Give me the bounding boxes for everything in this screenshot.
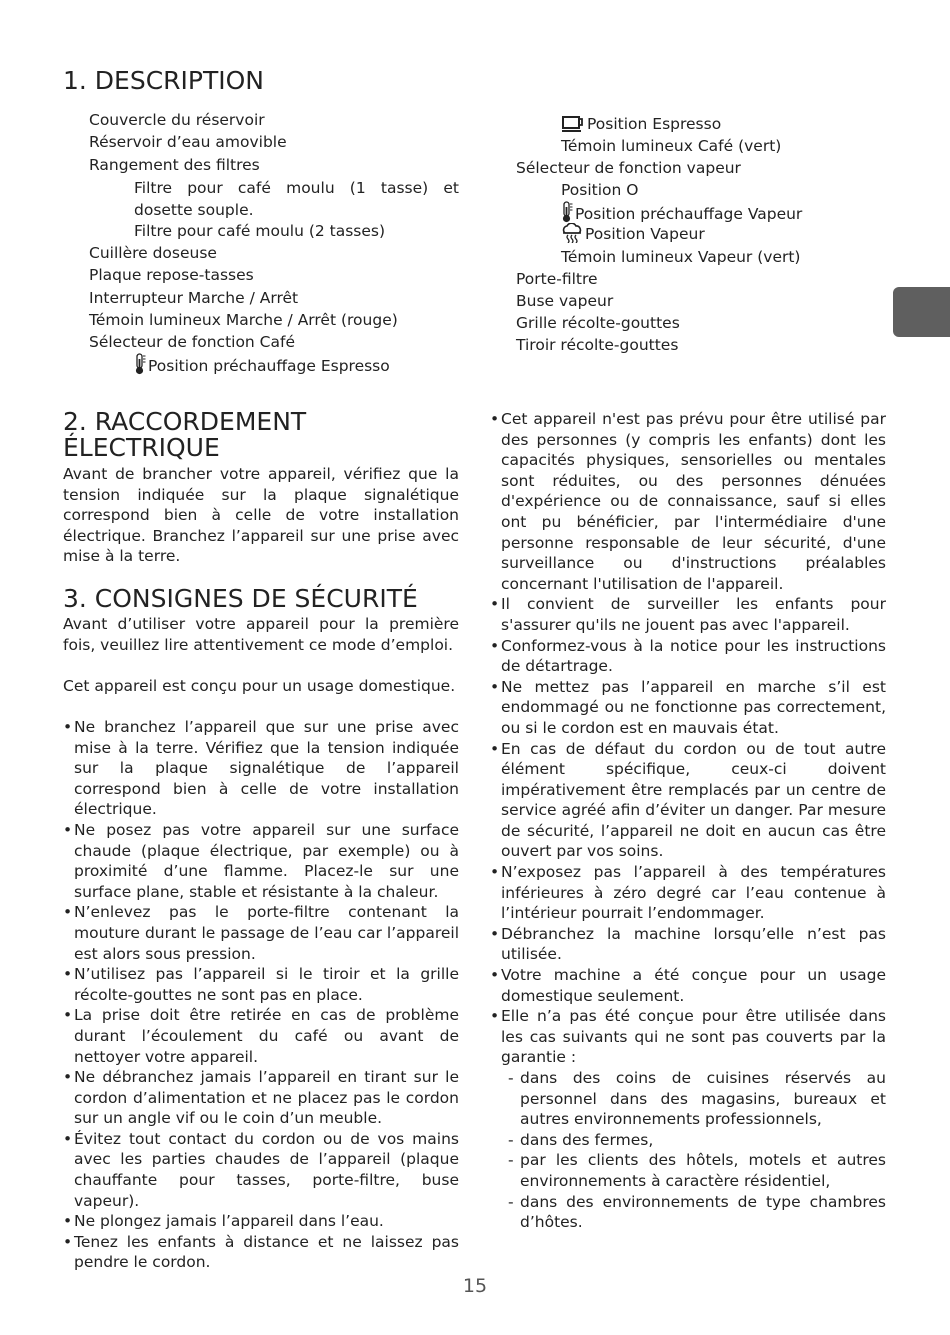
- list-item: • Débranchez la machine lorsqu’elle n’est pas utilisée.: [490, 924, 886, 965]
- list-item: • N’exposez pas l’appareil à des températures inférieures à zéro degré car l’eau contenue à l’intérieur pourrait l’endommager.: [490, 862, 886, 924]
- sub-list-item: - dans des coins de cuisines réservés au personnel dans des magasins, bureaux et autres environnements professionnels,: [501, 1068, 886, 1130]
- list-item: • Cet appareil n'est pas prévu pour être utilisé par des personnes (y compris les enfants) dont les capacités physiques, sensorielles ou mentales sont réduites, ou des personnes dénuées d'expérience ou de connaissance, sauf si elles ont pu bénéficier, par l'intermédiaire d'une personne responsable de leur sécurité, d'une surveillance ou d'instructions préalables concernant l'utilisation de l'appareil.: [490, 409, 886, 594]
- list-item: Cuillère doseuse: [89, 244, 217, 262]
- list-item-label: Elle n’a pas été conçue pour être utilisée dans les cas suivants qui ne sont pas couverts par la garantie :: [501, 1007, 886, 1067]
- list-item: • Votre machine a été conçue pour un usage domestique seulement.: [490, 965, 886, 1006]
- raccordement-title-line2: ÉLECTRIQUE: [63, 433, 220, 462]
- list-item-label: Position Espresso: [587, 115, 722, 133]
- list-item: Rangement des filtres: [89, 156, 260, 174]
- list-item: Tiroir récolte-gouttes: [516, 336, 679, 354]
- list-item: Sélecteur de fonction vapeur: [516, 159, 741, 177]
- raccordement-text: Avant de brancher votre appareil, vérifiez que la tension indiquée sur la plaque signalétique correspond bien à celle de votre installation électrique. Branchez l’appareil sur une prise avec mise à la terre.: [63, 465, 459, 566]
- list-item: Témoin lumineux Vapeur (vert): [561, 248, 801, 266]
- list-item-label: Position préchauffage Vapeur: [575, 205, 803, 223]
- list-item-label: Position Vapeur: [585, 225, 705, 243]
- page-number: 15: [462, 1275, 488, 1297]
- securite-intro-2: Cet appareil est conçu pour un usage domestique.: [63, 677, 456, 695]
- list-item: • Ne branchez l’appareil que sur une prise avec mise à la terre. Vérifiez que la tension indiquée sur la plaque signalétique de l’appareil correspond bien à celle de votre installation électrique.: [63, 717, 459, 820]
- list-item: Couvercle du réservoir: [89, 111, 265, 129]
- thermometer-icon: [134, 353, 146, 381]
- securite-intro-1: Avant d’utiliser votre appareil pour la première fois, veuillez lire attentivement ce mode d’emploi.: [63, 615, 459, 654]
- list-item: Grille récolte-gouttes: [516, 314, 680, 332]
- securite-right-bullets: [490, 409, 886, 1233]
- list-item: Filtre pour café moulu (1 tasse) et dosette souple.: [134, 179, 459, 219]
- sub-list-item: - dans des fermes,: [501, 1130, 886, 1151]
- list-item: Buse vapeur: [516, 292, 614, 310]
- sub-list-item: - par les clients des hôtels, motels et autres environnements à caractère résidentiel,: [501, 1150, 886, 1191]
- sub-list: [501, 1068, 886, 1233]
- securite-left-bullets: [63, 717, 459, 1273]
- list-item: • La prise doit être retirée en cas de problème durant l’écoulement du café ou avant de nettoyer votre appareil.: [63, 1005, 459, 1067]
- list-item: Porte-filtre: [516, 270, 598, 288]
- list-item: Sélecteur de fonction Café: [89, 333, 295, 351]
- list-item: [134, 353, 390, 381]
- list-item: Filtre pour café moulu (2 tasses): [134, 222, 386, 240]
- list-item: • Ne posez pas votre appareil sur une surface chaude (plaque électrique, par exemple) ou à proximité d’une flamme. Placez-le sur une surface plane, stable et résistante à la chaleur.: [63, 820, 459, 902]
- list-item-label: Position préchauffage Espresso: [148, 357, 390, 375]
- list-item: • En cas de défaut du cordon ou de tout autre élément spécifique, ceux-ci doivent impérativement être remplacés par un centre de service agréé afin d’éviter un danger. Par mesure de sécurité, l’appareil ne doit en aucun cas être ouvert par vos soins.: [490, 739, 886, 863]
- list-item: Témoin lumineux Café (vert): [561, 137, 782, 155]
- list-item: Plaque repose-tasses: [89, 266, 254, 284]
- list-item: Réservoir d’eau amovible: [89, 133, 287, 151]
- description-title: 1. DESCRIPTION: [63, 66, 265, 95]
- list-item: Témoin lumineux Marche / Arrêt (rouge): [89, 311, 398, 329]
- raccordement-title-line1: 2. RACCORDEMENT: [63, 407, 307, 436]
- section-side-tab: [893, 287, 950, 337]
- list-item: • Ne débranchez jamais l’appareil en tirant sur le cordon d’alimentation et ne placez pas le cordon sur un angle vif ou le coin d’un meuble.: [63, 1067, 459, 1129]
- list-item: [490, 1006, 886, 1233]
- list-item: Position O: [561, 181, 639, 199]
- list-item: • Ne plongez jamais l’appareil dans l’eau.: [63, 1211, 459, 1232]
- list-item: • Ne mettez pas l’appareil en marche s’il est endommagé ou ne fonctionne pas correctement, ou si le cordon est en mauvais état.: [490, 677, 886, 739]
- list-item: • Évitez tout contact du cordon ou de vos mains avec les parties chaudes de l’appareil (plaque chauffante pour tasses, porte-filtre, buse vapeur).: [63, 1129, 459, 1211]
- list-item: • Conformez-vous à la notice pour les instructions de détartrage.: [490, 636, 886, 677]
- sub-list-item: - dans des environnements de type chambres d’hôtes.: [501, 1192, 886, 1233]
- list-item: Interrupteur Marche / Arrêt: [89, 289, 299, 307]
- securite-title: 3. CONSIGNES DE SÉCURITÉ: [63, 584, 418, 613]
- list-item: • N’utilisez pas l’appareil si le tiroir et la grille récolte-gouttes ne sont pas en place.: [63, 964, 459, 1005]
- list-item: • N’enlevez pas le porte-filtre contenant la mouture durant le passage de l’eau car l’appareil est alors sous pression.: [63, 902, 459, 964]
- list-item: • Il convient de surveiller les enfants pour s'assurer qu'ils ne jouent pas avec l'appareil.: [490, 594, 886, 635]
- list-item: • Tenez les enfants à distance et ne laissez pas pendre le cordon.: [63, 1232, 459, 1273]
